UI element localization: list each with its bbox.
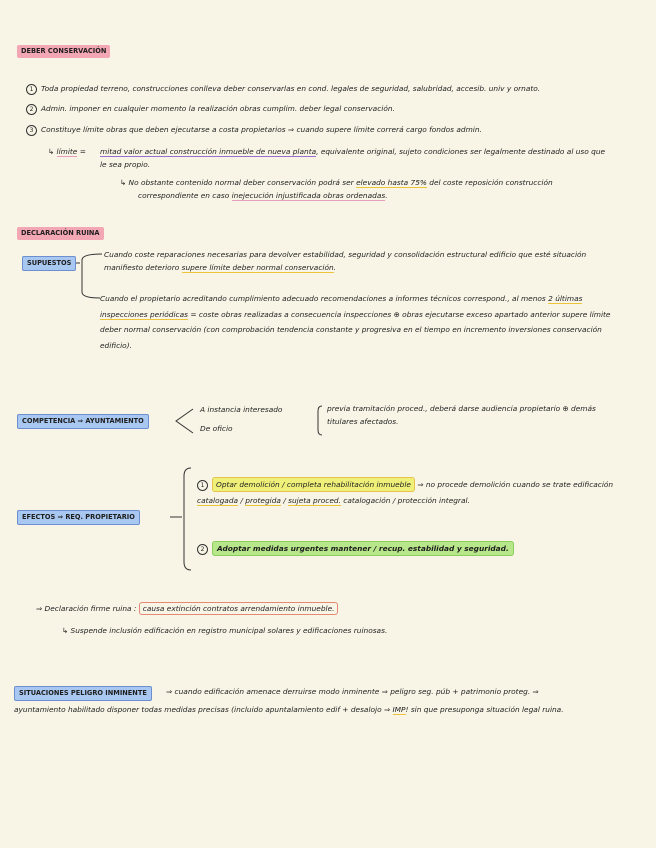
peligro-text [14, 683, 574, 719]
efecto-1-sep-1: / [238, 496, 246, 506]
efecto-1-text-a: ⇒ no procede demolición cuando se trate edificación [414, 480, 614, 489]
supuesto-1 [104, 248, 619, 275]
efecto-1-highlight: Optar demolición / completa rehabilitación inmueble [212, 477, 415, 492]
supuesto-2-text-b: = coste obras realizadas a consecuencia inspecciones ⊕ obras ejecutarse exceso apartado anterior supere límite deber normal conservación (con comprobación tendencia constante y progresiva en el tiempo en incremento inversiones conservación edificio). [100, 309, 611, 350]
efecto-1-sep-2: / [280, 496, 289, 506]
tag-peligro-inminente: SITUACIONES PELIGRO INMINENTE [14, 686, 152, 701]
item-2 [26, 104, 395, 115]
item-3-number: 3 [26, 125, 37, 136]
limite-prefix: ↳ límite = [48, 147, 86, 156]
limite-formula: mitad valor actual construcción inmueble de nueva planta [100, 147, 317, 156]
ruina-firme-box: causa extinción contratos arrendamiento inmueble. [139, 602, 339, 615]
efecto-1 [197, 477, 637, 510]
efecto-1-catalogada: catalogada [197, 496, 239, 506]
item-3-text: Constituye límite obras que deben ejecutarse a costa propietarios ⇒ cuando supere límite correrá cargo fondos admin. [41, 125, 482, 134]
limite-note: ↳ No obstante contenido normal deber conservación podrá ser elevado hasta 75% del coste reposición construcción correspondiente en caso inejecución injustificada obras ordenadas. [120, 177, 553, 200]
efecto-1-sujeta: sujeta proced. [288, 496, 341, 506]
item-1-number: 1 [26, 84, 37, 95]
limite-note-text-c: . [385, 190, 388, 200]
efecto-2-highlight: Adoptar medidas urgentes mantener / recup. estabilidad y seguridad. [212, 541, 514, 556]
efecto-2-number: 2 [197, 544, 208, 555]
section-tag-declaracion-ruina: DECLARACIÓN RUINA [17, 227, 104, 240]
limite-note-text-a: No obstante contenido normal deber conservación podrá ser [128, 177, 357, 187]
tag-efectos: EFECTOS ⇒ REQ. PROPIETARIO [17, 510, 140, 525]
efecto-2 [197, 544, 514, 555]
limite-note-highlight-1: elevado hasta 75% [356, 177, 427, 187]
efecto-1-text-b: catalogación / protección integral. [340, 496, 470, 506]
limite-note-text-b: del coste reposición construcción correspondiente en caso [138, 177, 553, 200]
tag-supuestos: SUPUESTOS [22, 256, 76, 271]
supuestos-bracket [82, 254, 102, 298]
peligro-text-a: ⇒ cuando edificación amenace derruirse modo inminente ⇒ peligro seg. púb + patrimonio proteg. ⇒ ayuntamiento habilitado disponer todas medidas precisas (incluido apuntalamiento edif + desalojo ⇒ [14, 687, 539, 715]
supuesto-2-text-a: Cuando el propietario acreditando cumplimiento adecuado recomendaciones a informes técnicos correspond., al menos [100, 294, 549, 303]
supuesto-2-highlight: 2 últimas inspecciones periódicas [100, 294, 583, 319]
competencia-chevron [176, 409, 193, 433]
item-2-number: 2 [26, 104, 37, 115]
competencia-procedimiento: previa tramitación proced., deberá darse audiencia propietario ⊕ demás titulares afectados. [327, 404, 596, 427]
efectos-bracket [184, 468, 191, 570]
limite-label: límite [56, 147, 78, 156]
competencia-option-oficio: De oficio [200, 424, 233, 433]
peligro-text-b: ! sin que presuponga situación legal ruina. [405, 705, 564, 715]
item-3 [26, 125, 482, 136]
supuesto-1-end: . [333, 263, 337, 273]
limite-definition [48, 145, 608, 172]
supuesto-2 [100, 291, 622, 353]
item-1-text: Toda propiedad terreno, construcciones conlleva deber conservarlas en cond. legales de seguridad, salubridad, accesib. univ y ornato. [41, 84, 541, 93]
ruina-firme-label: ⇒ Declaración firme ruina : [36, 604, 137, 613]
item-2-text: Admin. imponer en cualquier momento la realización obras cumplim. deber legal conservación. [41, 104, 395, 113]
ruina-firme [36, 604, 338, 614]
competencia-option-instancia: A instancia interesado [200, 405, 283, 414]
supuesto-1-text: Cuando coste reparaciones necesarias para devolver estabilidad, seguridad y consolidación estructural edificio que esté situación manifiesto deterioro [104, 250, 587, 273]
competencia-brace [318, 406, 322, 435]
tag-competencia: COMPETENCIA ⇒ AYUNTAMIENTO [17, 414, 149, 429]
efecto-1-number: 1 [197, 480, 208, 491]
peligro-imp: IMP [392, 705, 406, 715]
ruina-firme-sub-text: Suspende inclusión edificación en registro municipal solares y edificaciones ruinosas. [70, 626, 388, 635]
limite-formula-rest: , equivalente original, sujeto condiciones ser legalmente destinado al uso que le sea propio. [100, 147, 606, 170]
limite-block [48, 145, 608, 202]
supuesto-1-highlight: supere límite deber normal conservación [181, 263, 334, 273]
section-tag-deber-conservacion: DEBER CONSERVACIÓN [17, 45, 110, 58]
ruina-firme-sub: ↳ Suspende inclusión edificación en registro municipal solares y edificaciones ruinosas. [62, 626, 388, 635]
limite-note-highlight-2: inejecución injustificada obras ordenadas [231, 190, 386, 200]
efecto-1-protegida: protegida [245, 496, 281, 506]
item-1 [26, 84, 540, 95]
